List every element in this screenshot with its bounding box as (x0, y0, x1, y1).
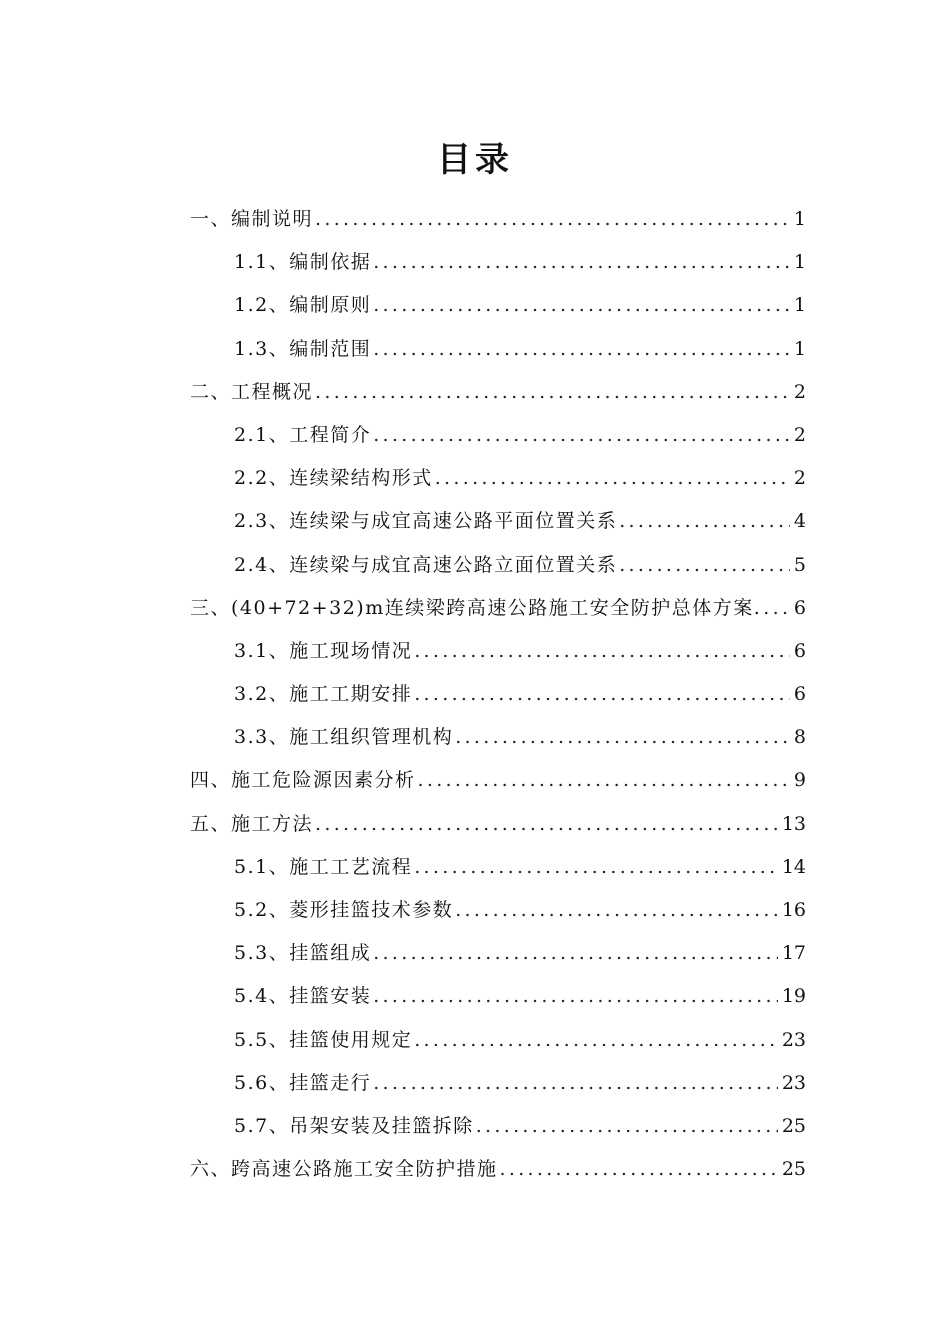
toc-page-number: 5 (793, 553, 806, 576)
toc-page-number: 2 (793, 380, 806, 403)
toc-entry[interactable] (190, 1025, 806, 1068)
toc-entry-text: 5.6、挂篮走行 (234, 1071, 372, 1094)
toc-page-number: 6 (793, 683, 806, 706)
toc-page-number: 14 (781, 855, 806, 878)
toc-page-number: 1 (793, 208, 806, 230)
toc-entry[interactable] (190, 247, 806, 290)
toc-dot-leader (435, 467, 790, 489)
toc-entry-text: 5.4、挂篮安装 (234, 985, 372, 1008)
toc-entry-text: 5.1、施工工艺流程 (234, 855, 413, 878)
toc-entry-text: 2.1、工程简介 (234, 423, 372, 446)
toc-page-number: 23 (781, 1071, 806, 1094)
toc-entry[interactable] (190, 204, 806, 247)
toc-entry-text: 5.3、挂篮组成 (234, 942, 372, 965)
toc-entry[interactable] (190, 1154, 806, 1197)
toc-dot-leader (315, 208, 790, 230)
toc-dot-leader (414, 856, 778, 878)
toc-entry-text: 一、编制说明 (190, 208, 314, 230)
toc-page-number: 17 (781, 942, 806, 965)
toc-page-number: 4 (793, 510, 806, 533)
toc-dot-leader (373, 1072, 778, 1094)
toc-entry[interactable] (190, 636, 806, 679)
toc-entry-text: 三、(40+72+32)m连续梁跨高速公路施工安全防护总体方案. (190, 596, 762, 619)
toc-entry-text: 2.4、连续梁与成宜高速公路立面位置关系 (234, 553, 618, 576)
toc-page-number: 6 (793, 639, 806, 662)
toc-entry[interactable] (190, 377, 806, 420)
toc-entry-text: 1.2、编制原则 (234, 294, 372, 317)
toc-dot-leader (315, 813, 778, 835)
toc-entry[interactable] (190, 981, 806, 1024)
toc-entry[interactable] (190, 593, 806, 636)
toc-entry[interactable] (190, 765, 806, 808)
toc-entry-text: 二、工程概况 (190, 380, 314, 403)
toc-dot-leader (455, 726, 790, 748)
toc-entry-text: 3.1、施工现场情况 (234, 639, 413, 662)
toc-entry[interactable] (190, 722, 806, 765)
toc-entry[interactable] (190, 679, 806, 722)
toc-entry-text: 四、施工危险源因素分析 (190, 769, 416, 792)
toc-dot-leader (373, 942, 778, 964)
toc-entry-text: 2.3、连续梁与成宜高速公路平面位置关系 (234, 510, 618, 533)
toc-entry[interactable] (190, 420, 806, 463)
toc-page-number: 25 (781, 1114, 806, 1137)
toc-page-number: 16 (781, 899, 806, 921)
toc-page-number: 2 (793, 467, 806, 490)
toc-dot-leader (476, 1115, 778, 1137)
toc-entry-text: 5.7、吊架安装及挂篮拆除 (234, 1114, 474, 1137)
toc-entry[interactable] (190, 550, 806, 593)
toc-page-number: 1 (793, 251, 806, 274)
toc-entry-text: 六、跨高速公路施工安全防护措施 (190, 1158, 498, 1181)
toc-entry-text: 5.2、菱形挂篮技术参数 (234, 899, 454, 921)
toc-page-number: 1 (793, 294, 806, 317)
toc-entry[interactable] (190, 334, 806, 377)
toc-entry-text: 1.1、编制依据 (234, 251, 372, 274)
toc-dot-leader (373, 251, 790, 273)
toc-page-number: 2 (793, 423, 806, 446)
toc-page-number: 9 (793, 769, 806, 792)
toc-dot-leader (373, 338, 790, 360)
table-of-contents (190, 204, 806, 1197)
toc-entry[interactable] (190, 506, 806, 549)
toc-entry-text: 1.3、编制范围 (234, 337, 372, 360)
toc-entry[interactable] (190, 809, 806, 852)
toc-dot-leader (500, 1158, 778, 1180)
toc-page-number: 13 (781, 812, 806, 835)
toc-entry[interactable] (190, 463, 806, 506)
toc-entry[interactable] (190, 1068, 806, 1111)
toc-dot-leader (619, 510, 790, 532)
toc-dot-leader (373, 294, 790, 316)
toc-title: 目录 (437, 140, 513, 180)
toc-entry[interactable] (190, 895, 806, 938)
toc-page-number: 1 (793, 337, 806, 360)
toc-dot-leader (414, 683, 790, 705)
toc-entry-text: 5.5、挂篮使用规定 (234, 1028, 413, 1051)
toc-dot-leader (619, 554, 790, 576)
toc-dot-leader (373, 424, 790, 446)
toc-dot-leader (373, 985, 778, 1007)
toc-entry[interactable] (190, 1111, 806, 1154)
toc-entry[interactable] (190, 290, 806, 333)
toc-dot-leader (763, 597, 790, 619)
toc-entry-text: 3.3、施工组织管理机构 (234, 726, 454, 749)
toc-dot-leader (414, 640, 790, 662)
toc-page-number: 25 (781, 1158, 806, 1181)
toc-dot-leader (455, 899, 778, 921)
toc-page-number: 19 (781, 985, 806, 1008)
toc-page-number: 8 (793, 726, 806, 749)
toc-entry-text: 2.2、连续梁结构形式 (234, 467, 433, 490)
toc-dot-leader (414, 1029, 778, 1051)
toc-page-number: 6 (793, 596, 806, 619)
toc-entry[interactable] (190, 852, 806, 895)
toc-dot-leader (315, 381, 790, 403)
toc-page-number: 23 (781, 1028, 806, 1051)
toc-entry-text: 3.2、施工工期安排 (234, 683, 413, 706)
toc-entry-text: 五、施工方法 (190, 812, 314, 835)
toc-entry[interactable] (190, 938, 806, 981)
toc-dot-leader (418, 769, 790, 791)
